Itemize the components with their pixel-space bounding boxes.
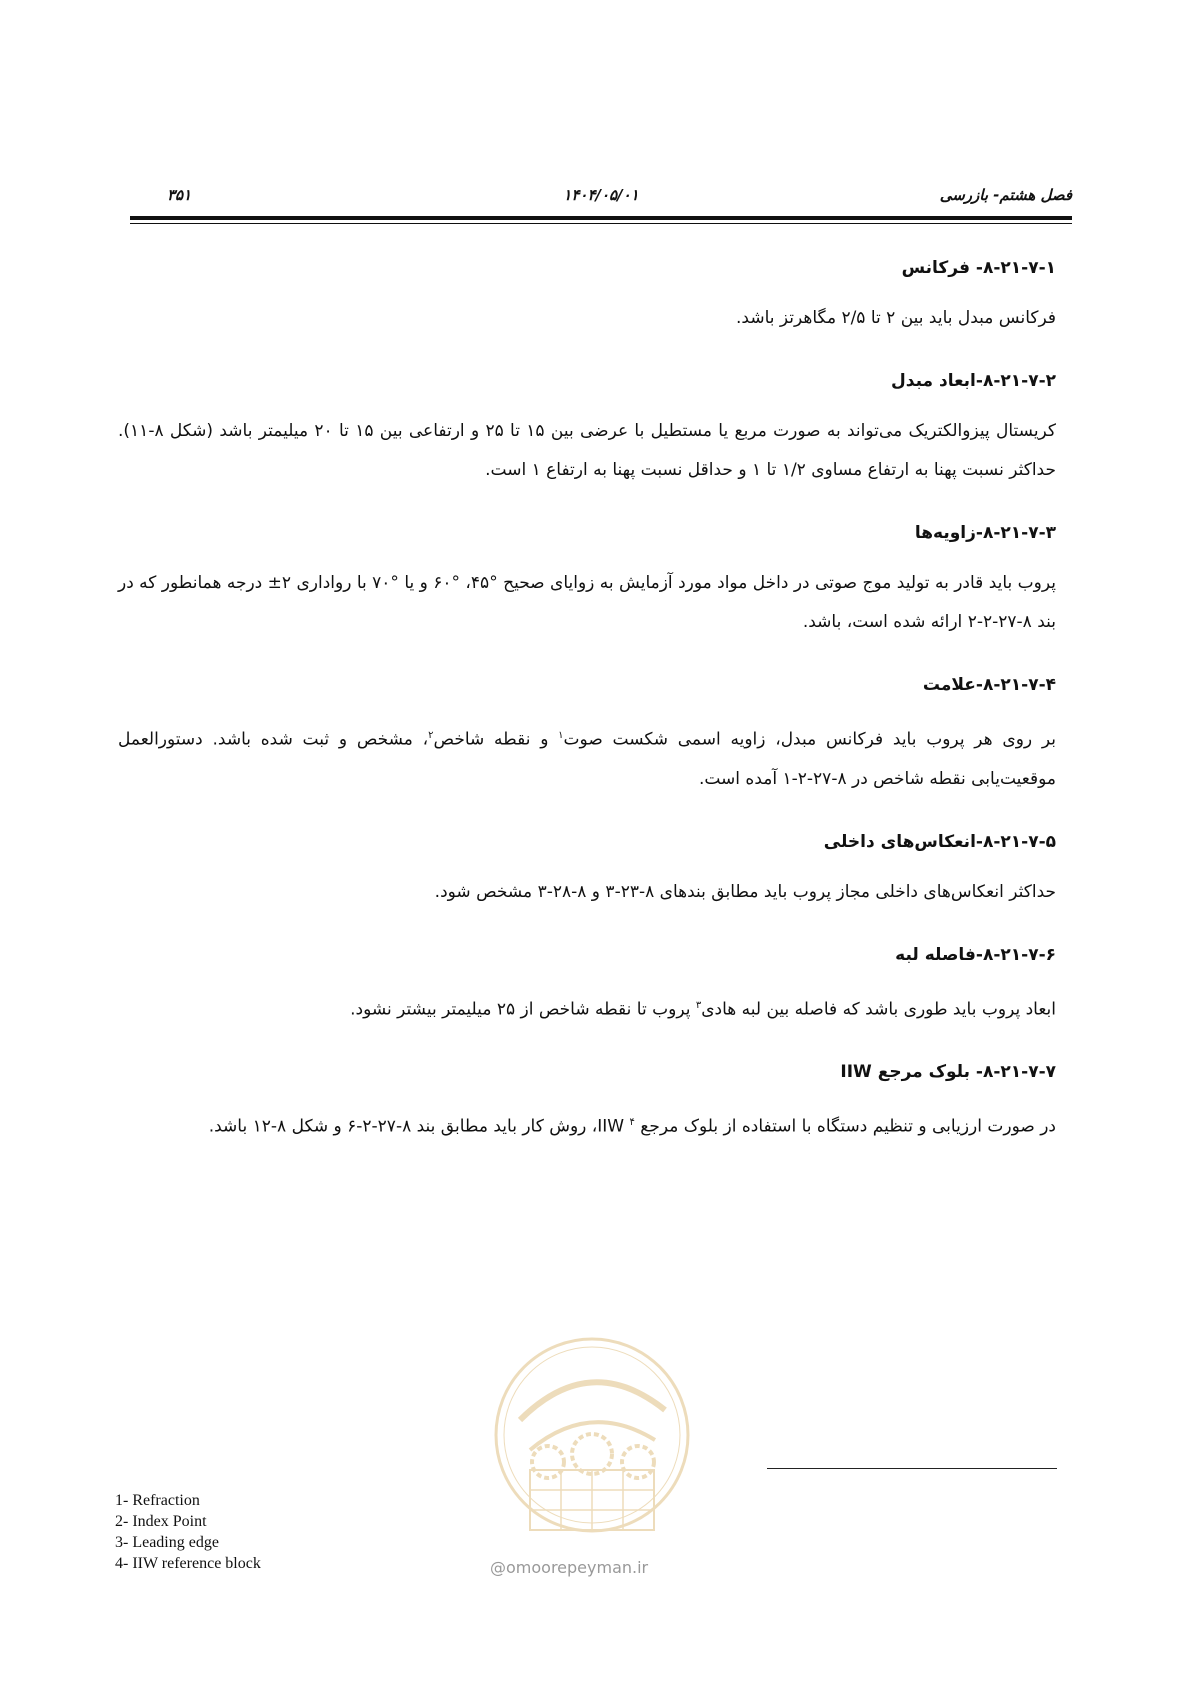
- footnote-ref[interactable]: ۲: [428, 730, 434, 741]
- section-paragraph: [118, 986, 1056, 1030]
- header-date: ۱۴۰۴/۰۵/۰۱: [563, 186, 639, 204]
- footnote-item: 4- IIW reference block: [115, 1555, 261, 1572]
- header-rule-thin: [130, 223, 1072, 224]
- section-heading: ۸-۲۱-۷-۱- فرکانس: [901, 258, 1056, 278]
- footnote-ref[interactable]: ۳: [695, 999, 702, 1011]
- section-angles: [118, 520, 1056, 642]
- section-edge-distance: [118, 942, 1056, 1030]
- section-iiw-block: [118, 1059, 1056, 1147]
- paragraph-text: بر روی هر پروب باید فرکانس مبدل، زاویه اسمی شکست صوت: [563, 729, 1056, 750]
- page-number: ۳۵۱: [167, 186, 192, 204]
- section-paragraph: [118, 1103, 1056, 1147]
- section-paragraph: پروب باید قادر به تولید موج صوتی در داخل مواد مورد آزمایش به زوایای صحیح °۴۵، °۶۰ و یا °۷۰ با رواداری ۲± درجه همانطور که در بند ۸-۲۷-۲-۲ ارائه شده است، باشد.: [118, 573, 1056, 632]
- section-heading: ۸-۲۱-۷-۶-فاصله لبه: [895, 944, 1056, 965]
- footnote-ref[interactable]: ۴: [629, 1117, 635, 1129]
- section-heading: ۸-۲۱-۷-۷- بلوک مرجع IIW: [840, 1062, 1056, 1083]
- paragraph-text: و نقطه شاخص: [433, 729, 559, 750]
- section-frequency: [118, 255, 1056, 338]
- footnotes: [115, 1490, 261, 1574]
- section-internal-reflections: [118, 829, 1056, 912]
- section-transducer-dimensions: [118, 368, 1056, 490]
- header-rule-thick: [130, 216, 1072, 220]
- watermark-site: @omoorepeyman.ir: [490, 1558, 649, 1577]
- section-heading: ۸-۲۱-۷-۲-ابعاد مبدل: [891, 371, 1056, 391]
- section-marking: [118, 672, 1056, 799]
- footnote-item: 2- Index Point: [115, 1513, 207, 1530]
- footnote-ref[interactable]: ۱: [558, 730, 564, 741]
- watermark-logo: [490, 1330, 695, 1580]
- watermark-site-text: omoorepeyman.ir: [506, 1558, 649, 1577]
- footnote-item: 1- Refraction: [115, 1492, 200, 1509]
- section-heading: ۸-۲۱-۷-۴-علامت: [922, 675, 1056, 695]
- footnote-separator: [767, 1468, 1057, 1469]
- section-heading: ۸-۲۱-۷-۵-انعکاس‌های داخلی: [823, 831, 1056, 852]
- paragraph-text: پروب تا نقطه شاخص از ۲۵ میلیمتر بیشتر نشود.: [350, 999, 696, 1020]
- section-paragraph: کریستال پیزوالکتریک می‌تواند به صورت مربع یا مستطیل با عرضی بین ۱۵ تا ۲۵ و ارتفاعی بین ۱۵ تا ۲۰ میلیمتر باشد (شکل ۸-۱۱). حداکثر نسبت پهنا به ارتفاع مساوی ۱/۲ تا ۱ و حداقل نسبت پهنا به ارتفاع ۱ است.: [118, 421, 1057, 480]
- paragraph-text: ابعاد پروب باید طوری باشد که فاصله بین لبه هادی: [701, 999, 1056, 1020]
- section-paragraph: حداکثر انعکاس‌های داخلی مجاز پروب باید مطابق بندهای ۸-۲۳-۳ و ۸-۲۸-۳ مشخص شود.: [434, 881, 1056, 902]
- section-paragraph: [118, 716, 1056, 799]
- paragraph-text: در صورت ارزیابی و تنظیم دستگاه با استفاده از بلوک مرجع IIW: [597, 1116, 1056, 1137]
- section-heading: ۸-۲۱-۷-۳-زاویه‌ها: [914, 523, 1056, 543]
- section-paragraph: فرکانس مبدل باید بین ۲ تا ۲/۵ مگاهرتز باشد.: [736, 308, 1056, 328]
- chapter-title: فصل هشتم- بازرسی: [939, 186, 1072, 204]
- footnote-item: 3- Leading edge: [115, 1534, 219, 1551]
- page-header: [130, 186, 1072, 214]
- paragraph-text: ، مشخص و ثبت شده باشد. دستورالعمل موقعیت‌یابی نقطه شاخص در ۸-۲۷-۲-۱ آمده است.: [118, 729, 1056, 789]
- document-body: [118, 255, 1056, 1177]
- paragraph-text: ، روش کار باید مطابق بند ۸-۲۷-۲-۶ و شکل ۸-۱۲ باشد.: [208, 1116, 598, 1137]
